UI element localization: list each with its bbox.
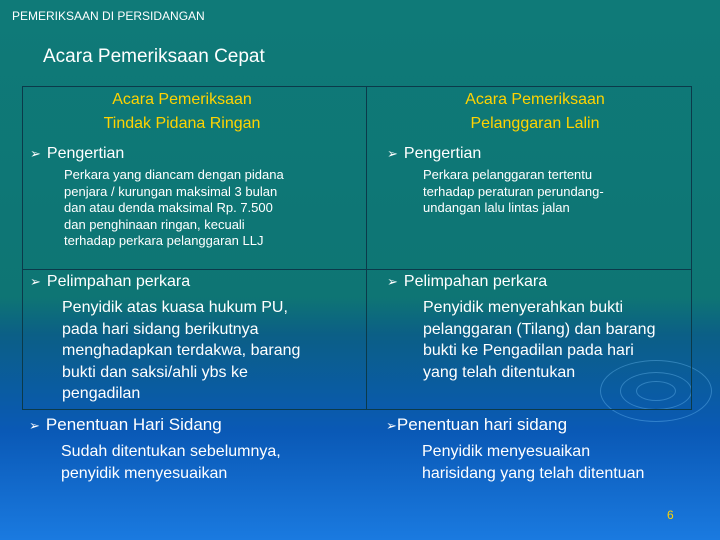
left-column-heading <box>23 88 341 136</box>
arrow-bullet-icon: ➢ <box>30 274 41 289</box>
right-penentuan-body <box>422 441 712 484</box>
right-pengertian-line: Perkara pelanggaran tertentu <box>423 167 593 182</box>
right-pelimpahan-bullet <box>387 273 547 291</box>
right-pelimpahan-line: pelanggaran (Tilang) dan barang <box>423 320 656 338</box>
left-pengertian-body <box>64 167 364 250</box>
arrow-bullet-icon: ➢ <box>386 418 397 433</box>
comparison-table <box>22 86 692 410</box>
right-pengertian-body <box>423 167 693 217</box>
left-pengertian-line: penjara / kurungan maksimal 3 bulan <box>64 183 278 199</box>
page-subtitle: Acara Pemeriksaan Cepat <box>43 46 265 67</box>
right-heading-line1: Acara Pemeriksaan <box>465 91 605 108</box>
left-pelimpahan-line: bukti dan saksi/ahli ybs ke <box>62 363 248 381</box>
right-pengertian-line: undangan lalu lintas jalan <box>423 200 570 215</box>
page-header: PEMERIKSAAN DI PERSIDANGAN <box>12 9 205 23</box>
left-pelimpahan-line: pengadilan <box>62 385 141 402</box>
left-penentuan-line: Sudah ditentukan sebelumnya, <box>61 443 281 460</box>
right-pelimpahan-line: yang telah ditentukan <box>423 363 576 381</box>
left-pelimpahan-title: Pelimpahan perkara <box>46 273 191 290</box>
right-pelimpahan-title: Pelimpahan perkara <box>403 273 548 290</box>
right-penentuan-title: Penentuan hari sidang <box>396 415 568 434</box>
page-number: 6 <box>667 508 674 522</box>
right-penentuan-line: Penyidik menyesuaikan <box>422 443 591 460</box>
left-heading-line1: Acara Pemeriksaan <box>112 91 252 108</box>
right-heading-line2: Pelanggaran Lalin <box>470 115 600 132</box>
left-pengertian-bullet <box>30 145 124 163</box>
right-pelimpahan-line: Penyidik menyerahkan bukti <box>423 299 624 316</box>
right-penentuan-bullet <box>386 415 567 435</box>
left-pelimpahan-line: Penyidik atas kuasa hukum PU, <box>62 299 288 316</box>
right-pelimpahan-body <box>423 297 693 383</box>
left-pengertian-title: Pengertian <box>46 145 125 162</box>
row-divider <box>23 269 691 270</box>
left-penentuan-body <box>61 441 361 484</box>
left-heading-line2: Tindak Pidana Ringan <box>103 115 261 132</box>
right-pengertian-bullet <box>387 145 481 163</box>
left-pengertian-line: terhadap perkara pelanggaran LLJ <box>64 233 264 248</box>
right-column-heading <box>366 88 704 136</box>
arrow-bullet-icon: ➢ <box>387 146 398 161</box>
left-penentuan-line: penyidik menyesuaikan <box>61 464 228 482</box>
left-pengertian-line: dan atau denda maksimal Rp. 7.500 <box>64 200 273 215</box>
right-pengertian-line: terhadap peraturan perundang- <box>423 183 604 199</box>
left-penentuan-bullet <box>29 415 222 435</box>
left-pelimpahan-bullet <box>30 273 190 291</box>
left-pelimpahan-line: menghadapkan terdakwa, barang <box>62 342 301 359</box>
arrow-bullet-icon: ➢ <box>387 274 398 289</box>
arrow-bullet-icon: ➢ <box>30 146 41 161</box>
right-penentuan-line: harisidang yang telah ditentuan <box>422 464 645 482</box>
left-pelimpahan-body <box>62 297 362 405</box>
left-penentuan-title: Penentuan Hari Sidang <box>45 415 222 434</box>
left-pelimpahan-line: pada hari sidang berikutnya <box>62 320 259 338</box>
right-pengertian-title: Pengertian <box>403 145 482 162</box>
arrow-bullet-icon: ➢ <box>29 418 40 433</box>
left-pengertian-line: dan penghinaan ringan, kecuali <box>64 216 245 232</box>
left-pengertian-line: Perkara yang diancam dengan pidana <box>64 167 284 182</box>
right-pelimpahan-line: bukti ke Pengadilan pada hari <box>423 342 634 359</box>
